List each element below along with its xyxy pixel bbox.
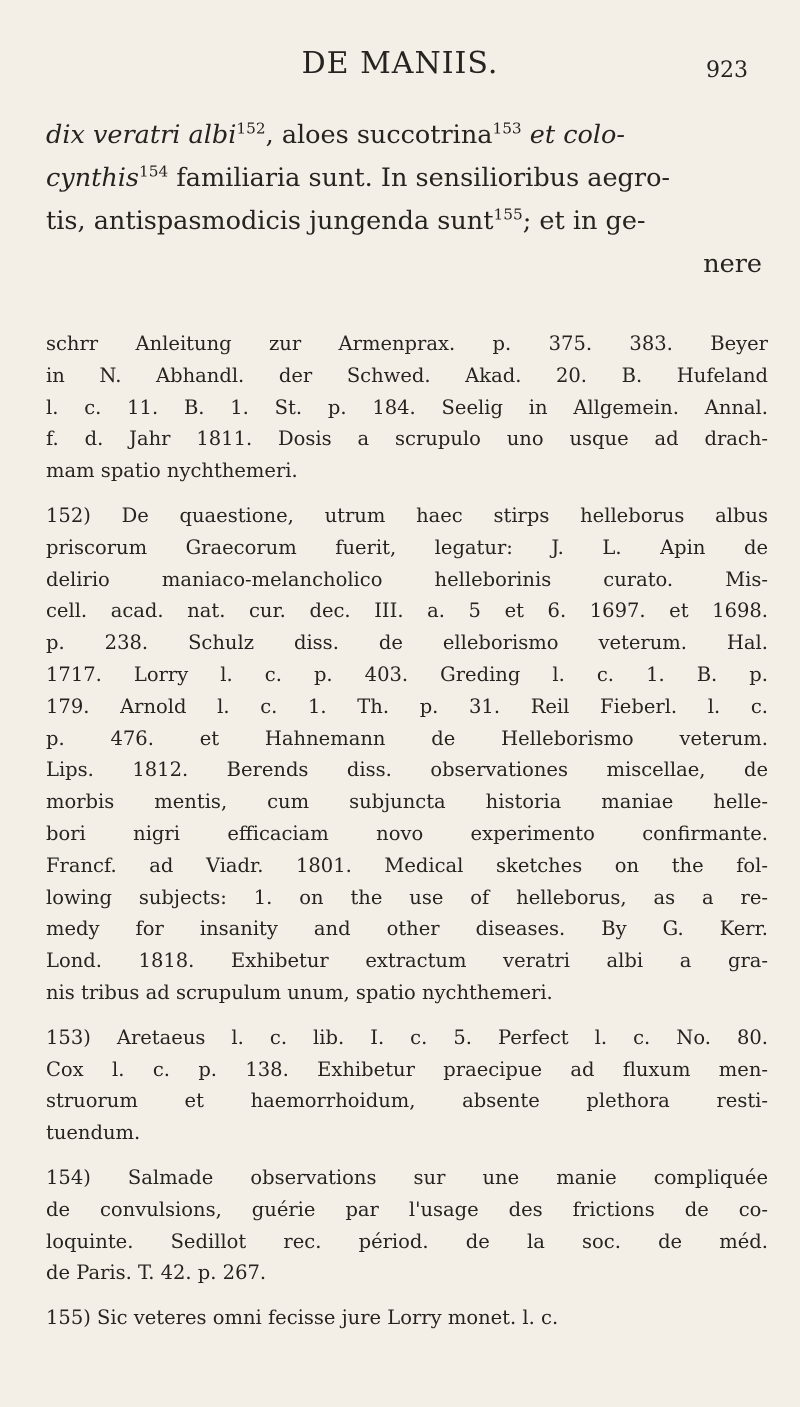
footnote-line: nis tribus ad scrupulum unum, spatio nychthemeri.: [46, 980, 553, 1004]
footnote-line: p. 476. et Hahnemann de Helleborismo veterum.: [46, 726, 768, 750]
footnotes: [46, 328, 768, 1347]
text-fragment: familiaria sunt. In sensilioribus aegro-: [168, 163, 671, 193]
text-line-2: [46, 157, 766, 200]
footnote-154: [46, 1162, 768, 1289]
footnote-line: f. d. Jahr 1811. Dosis a scrupulo uno usque ad drach-: [46, 427, 768, 451]
footnote-line: in N. Abhandl. der Schwed. Akad. 20. B. Hufeland: [46, 363, 768, 387]
footnote-ref-152[interactable]: 152: [236, 119, 266, 138]
footnote-line: de convulsions, guérie par l'usage des frictions de co-: [46, 1197, 768, 1221]
text-fragment: dix veratri albi: [46, 120, 237, 150]
footnote-line: delirio maniaco-melancholico helleborinis curato. Mis-: [46, 567, 768, 591]
footnote-line: tuendum.: [46, 1121, 141, 1145]
text-line-3: [46, 200, 766, 243]
footnote-line: de Paris. T. 42. p. 267.: [46, 1261, 267, 1285]
footnote-153: [46, 1022, 768, 1149]
footnote-line: loquinte. Sedillot rec. périod. de la soc. de méd.: [46, 1229, 768, 1253]
main-text: [46, 114, 766, 286]
footnote-line: morbis mentis, cum subjuncta historia maniae helle-: [46, 790, 768, 814]
page-number: 923: [706, 58, 748, 83]
text-fragment: et colo-: [521, 120, 625, 150]
footnote-line: Cox l. c. p. 138. Exhibetur praecipue ad fluxum men-: [46, 1057, 768, 1081]
footnote-continued: [46, 328, 768, 487]
footnote-line: Lond. 1818. Exhibetur extractum veratri albi a gra-: [46, 949, 768, 973]
footnote-ref-154[interactable]: 154: [139, 162, 169, 181]
footnote-152: [46, 500, 768, 1009]
footnote-line: schrr Anleitung zur Armenprax. p. 375. 383. Beyer: [46, 332, 768, 355]
text-fragment: ; et in ge-: [522, 206, 646, 236]
footnote-155: [46, 1302, 768, 1334]
footnote-line: priscorum Graecorum fuerit, legatur: J. L. Apin de: [46, 535, 768, 559]
footnote-line: lowing subjects: 1. on the use of helleborus, as a re-: [46, 885, 768, 909]
footnote-line: 179. Arnold l. c. 1. Th. p. 31. Reil Fieberl. l. c.: [46, 694, 768, 718]
footnote-line: l. c. 11. B. 1. St. p. 184. Seelig in Allgemein. Annal.: [46, 395, 768, 419]
footnote-line: 1717. Lorry l. c. p. 403. Greding l. c. 1. B. p.: [46, 662, 768, 686]
footnote-line: 154) Salmade observations sur une manie compliquée: [46, 1165, 768, 1189]
footnote-ref-153[interactable]: 153: [492, 119, 522, 138]
footnote-line: struorum et haemorrhoidum, absente plethora resti-: [46, 1089, 768, 1113]
text-line-1: [46, 114, 766, 157]
text-fragment: tis, antispasmodicis jungenda sunt: [46, 206, 494, 236]
footnote-line: cell. acad. nat. cur. dec. III. a. 5 et 6. 1697. et 1698.: [46, 599, 768, 623]
running-head: [0, 44, 800, 84]
running-title: DE MANIIS.: [301, 46, 499, 81]
text-fragment: , aloes succotrina: [265, 120, 493, 150]
footnote-line: p. 238. Schulz diss. de elleborismo veterum. Hal.: [46, 631, 768, 655]
text-fragment: cynthis: [46, 163, 140, 193]
footnote-ref-155[interactable]: 155: [493, 205, 523, 224]
footnote-line: 152) De quaestione, utrum haec stirps helleborus albus: [46, 503, 768, 527]
footnote-line: 153) Aretaeus l. c. lib. I. c. 5. Perfect l. c. No. 80.: [46, 1025, 768, 1049]
catchword: nere: [703, 249, 762, 279]
footnote-line: Francf. ad Viadr. 1801. Medical sketches on the fol-: [46, 853, 768, 877]
footnote-line: mam spatio nychthemeri.: [46, 459, 298, 483]
footnote-line: Lips. 1812. Berends diss. observationes miscellae, de: [46, 758, 768, 782]
footnote-line: medy for insanity and other diseases. By G. Kerr.: [46, 917, 768, 941]
footnote-line: bori nigri efficaciam novo experimento confirmante.: [46, 821, 768, 845]
footnote-line: 155) Sic veteres omni fecisse jure Lorry monet. l. c.: [46, 1306, 559, 1330]
